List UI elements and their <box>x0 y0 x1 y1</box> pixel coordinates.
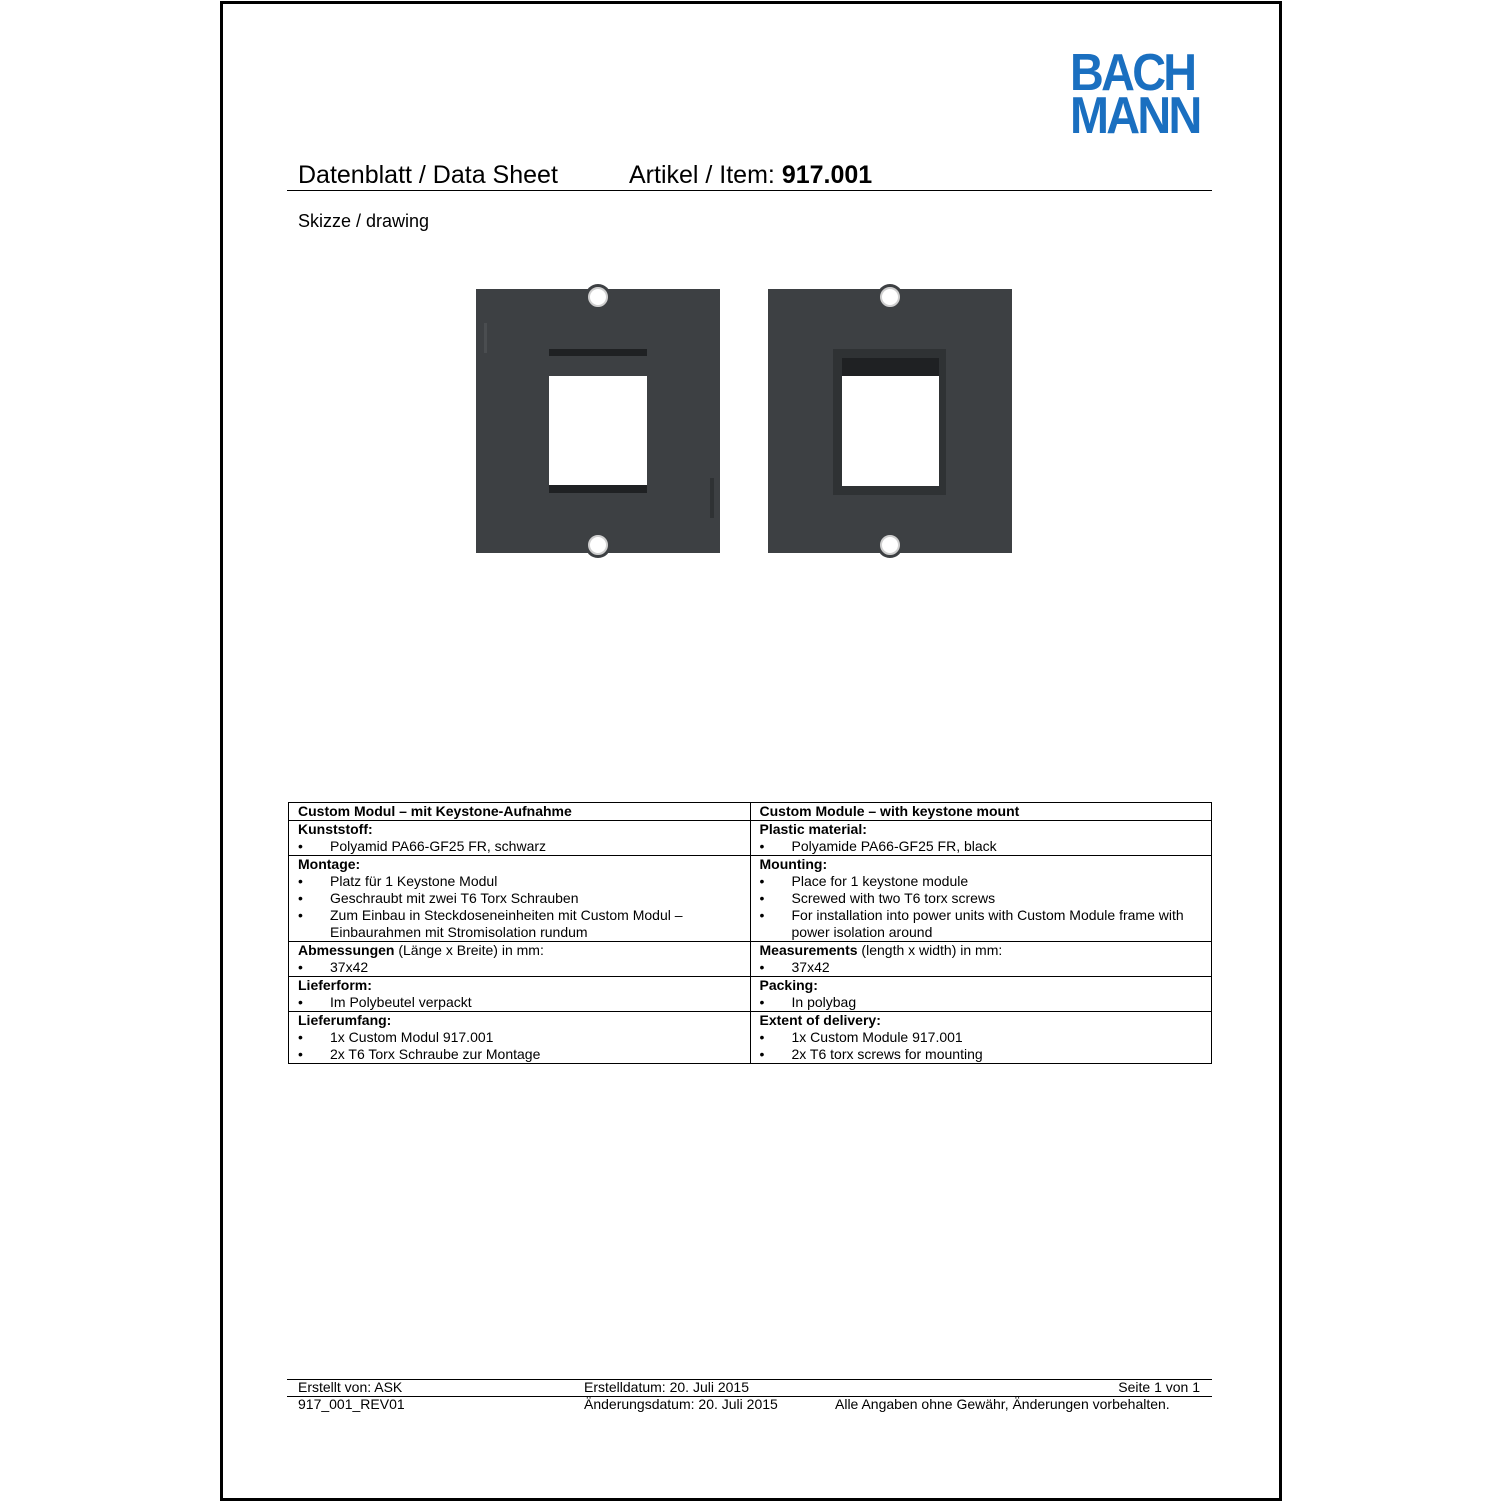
table-row <box>289 821 1212 856</box>
list-item: • 1x Custom Modul 917.001 <box>298 1029 494 1045</box>
list-item: • Polyamide PA66-GF25 FR, black <box>759 838 997 854</box>
packing-label: Lieferform: <box>298 977 372 993</box>
list-item: • For installation into power units with Custom Module frame with power isolation around <box>759 907 1184 940</box>
mounting-en <box>750 856 1212 942</box>
material-label: Kunststoff: <box>298 821 373 837</box>
measure-en <box>750 942 1212 977</box>
list-item: • Screwed with two T6 torx screws <box>759 890 996 906</box>
list-item: • Im Polybeutel verpackt <box>298 994 472 1010</box>
bullet-icon: • <box>298 994 303 1010</box>
list-item: • Zum Einbau in Steckdoseneinheiten mit Custom Modul – Einbaurahmen mit Stromisolation rundum <box>298 907 683 940</box>
list-item: • Platz für 1 Keystone Modul <box>298 873 498 889</box>
measure-label-line <box>298 942 741 959</box>
list-item: • 37x42 <box>298 959 369 975</box>
measure-label-line <box>760 942 1203 959</box>
material-label: Plastic material: <box>759 821 867 837</box>
list-item: • 37x42 <box>759 959 830 975</box>
created-by: Erstellt von: ASK <box>298 1379 403 1395</box>
logo-line-2: MANN <box>1070 87 1200 145</box>
header-rule <box>287 190 1212 191</box>
list-item: • 1x Custom Module 917.001 <box>759 1029 963 1045</box>
bullet-icon: • <box>298 873 303 889</box>
table-row <box>289 942 1212 977</box>
material-en <box>750 821 1212 856</box>
mounting-label: Montage: <box>298 856 361 872</box>
delivery-en <box>750 1012 1212 1064</box>
measure-de <box>289 942 751 977</box>
bullet-icon: • <box>298 1029 303 1045</box>
heading-en: Custom Module – with keystone mount <box>750 803 1212 821</box>
rear-view <box>768 284 1012 558</box>
bullet-icon: • <box>759 890 765 906</box>
packing-de <box>289 977 751 1012</box>
table-row <box>289 856 1212 942</box>
item-number: 917.001 <box>781 161 873 189</box>
bullet-icon: • <box>759 873 765 889</box>
delivery-label: Lieferumfang: <box>298 1012 392 1028</box>
bullet-icon: • <box>759 838 765 854</box>
material-de <box>289 821 751 856</box>
product-drawing <box>476 283 1016 563</box>
list-item: • 2x T6 torx screws for mounting <box>759 1046 983 1062</box>
measure-label: Measurements <box>759 942 858 958</box>
disclaimer: Alle Angaben ohne Gewähr, Änderungen vorbehalten. <box>835 1396 1170 1412</box>
bullet-icon: • <box>298 838 303 854</box>
document-id: 917_001_REV01 <box>298 1396 405 1412</box>
logo-line-1: BACH <box>1070 44 1195 102</box>
item-header <box>629 160 872 190</box>
measure-label: Abmessungen <box>298 942 395 958</box>
mounting-label: Mounting: <box>759 856 828 872</box>
measure-suffix: (Länge x Breite) in mm: <box>394 942 544 958</box>
footer-rule-top <box>287 1379 1212 1380</box>
delivery-label: Extent of delivery: <box>759 1012 881 1028</box>
bullet-icon: • <box>759 1029 765 1045</box>
bullet-icon: • <box>759 1046 765 1062</box>
item-label: Artikel / Item: <box>629 161 775 189</box>
bachmann-logo <box>1070 44 1200 145</box>
bullet-icon: • <box>759 994 765 1010</box>
mounting-de <box>289 856 751 942</box>
bullet-icon: • <box>759 959 765 975</box>
page-number: Seite 1 von 1 <box>1118 1379 1200 1395</box>
changed-date: Änderungsdatum: 20. Juli 2015 <box>584 1396 778 1412</box>
bullet-icon: • <box>298 907 303 923</box>
created-date: Erstelldatum: 20. Juli 2015 <box>584 1379 749 1395</box>
list-item: • In polybag <box>759 994 857 1010</box>
list-item: • Geschraubt mit zwei T6 Torx Schrauben <box>298 890 579 906</box>
list-item: • Place for 1 keystone module <box>759 873 969 889</box>
heading-de: Custom Modul – mit Keystone-Aufnahme <box>289 803 751 821</box>
section-label: Skizze / drawing <box>298 211 430 231</box>
measure-suffix: (length x width) in mm: <box>857 942 1003 958</box>
page-title: Datenblatt / Data Sheet <box>298 161 558 189</box>
spec-table <box>288 802 1212 1064</box>
bullet-icon: • <box>298 890 303 906</box>
table-row <box>289 977 1212 1012</box>
delivery-de <box>289 1012 751 1064</box>
bullet-icon: • <box>298 959 303 975</box>
packing-en <box>750 977 1212 1012</box>
list-item: • 2x T6 Torx Schraube zur Montage <box>298 1046 541 1062</box>
table-row <box>289 803 1212 821</box>
bullet-icon: • <box>759 907 765 923</box>
list-item: • Polyamid PA66-GF25 FR, schwarz <box>298 838 547 854</box>
front-view <box>476 284 720 558</box>
bullet-icon: • <box>298 1046 303 1062</box>
packing-label: Packing: <box>759 977 818 993</box>
table-row <box>289 1012 1212 1064</box>
